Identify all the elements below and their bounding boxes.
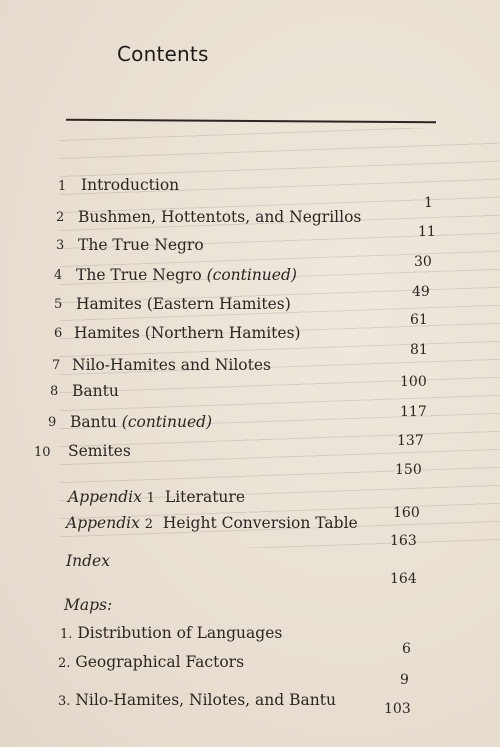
map-entry <box>60 626 282 642</box>
map-page: 103 <box>384 701 411 717</box>
chapter-title: Hamites (Eastern Hamites) <box>76 295 291 313</box>
chapter-page: 100 <box>400 374 427 390</box>
chapter-title-suffix: (continued) <box>121 413 213 431</box>
chapter-page: 1 <box>424 195 433 211</box>
chapter-page: 11 <box>418 224 436 240</box>
chapter-title: Hamites (Northern Hamites) <box>74 324 301 342</box>
appendix-label: Appendix <box>68 488 142 506</box>
chapter-number: 5 <box>54 297 63 312</box>
chapter-number: 3 <box>56 238 65 253</box>
chapter-number: 10 <box>34 445 51 460</box>
map-entry <box>58 655 244 671</box>
chapter-title-suffix: (continued) <box>206 266 297 284</box>
maps-heading: Maps: <box>64 596 113 614</box>
chapter-title: Introduction <box>81 176 180 194</box>
map-title: Distribution of Languages <box>77 624 283 642</box>
map-number: 2. <box>58 656 71 671</box>
appendix-title: Literature <box>164 488 246 506</box>
chapter-title: Nilo-Hamites and Nilotes <box>72 356 271 374</box>
chapter-page: 117 <box>400 404 427 420</box>
map-title: Geographical Factors <box>75 653 245 671</box>
chapter-title: Bantu <box>72 382 119 400</box>
chapter-page: 137 <box>397 433 424 449</box>
map-number: 3. <box>58 694 71 709</box>
chapter-title-main: The True Negro <box>76 266 202 284</box>
page-title: Contents <box>117 42 209 66</box>
chapter-page: 150 <box>395 462 422 478</box>
map-title: Nilo-Hamites, Nilotes, and Bantu <box>75 691 336 709</box>
title-rule <box>66 119 436 124</box>
chapter-number: 4 <box>54 268 63 283</box>
chapter-title: The True Negro <box>78 236 204 254</box>
chapter-title: Semites <box>68 442 131 460</box>
appendix-number: 2 <box>144 517 154 532</box>
appendix-page: 160 <box>393 505 420 521</box>
index-page: 164 <box>390 571 417 587</box>
appendix-number: 1 <box>146 491 156 506</box>
appendix-entry <box>66 516 358 532</box>
chapter-number: 6 <box>54 326 63 341</box>
chapter-title <box>76 268 297 284</box>
appendix-entry <box>68 490 245 506</box>
chapter-number: 9 <box>48 415 57 430</box>
chapter-page: 30 <box>414 254 432 270</box>
index-label: Index <box>66 552 110 570</box>
map-page: 6 <box>402 641 411 657</box>
map-page: 9 <box>400 672 409 688</box>
map-entry <box>58 693 336 709</box>
chapter-title: Bushmen, Hottentots, and Negrillos <box>78 208 362 226</box>
chapter-page: 49 <box>412 284 430 300</box>
map-number: 1. <box>60 627 73 642</box>
appendix-title: Height Conversion Table <box>162 514 358 532</box>
chapter-number: 1 <box>58 179 67 194</box>
chapter-number: 2 <box>56 210 65 225</box>
chapter-title-main: Bantu <box>70 413 117 431</box>
appendix-label: Appendix <box>66 514 140 532</box>
chapter-title <box>70 415 212 431</box>
chapter-page: 61 <box>410 312 428 328</box>
chapter-number: 7 <box>52 358 61 373</box>
chapter-number: 8 <box>50 384 59 399</box>
appendix-page: 163 <box>390 533 417 549</box>
chapter-page: 81 <box>410 342 428 358</box>
